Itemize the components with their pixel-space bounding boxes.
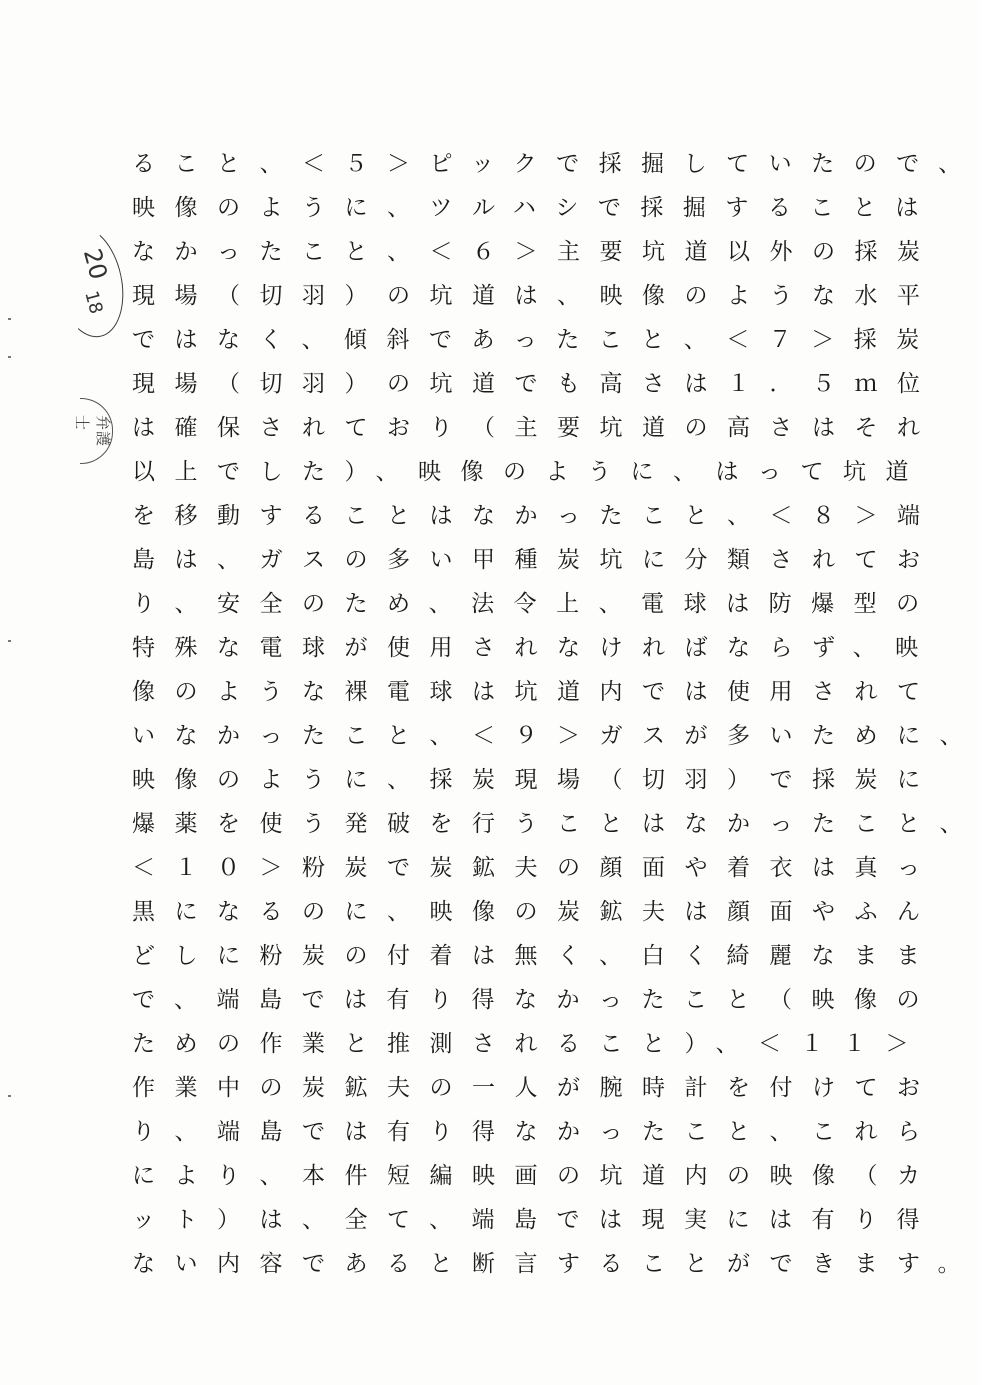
text-line: 黒になるのに、映像の炭鉱夫は顔面やふん xyxy=(132,899,940,925)
text-line: により、本件短編映画の坑道内の映像（カ xyxy=(132,1163,940,1189)
text-line: ＜１０＞粉炭で炭鉱夫の顔面や着衣は真っ xyxy=(132,855,940,881)
margin-tick xyxy=(8,356,11,358)
text-line: ではなく、傾斜であったこと、＜７＞採炭 xyxy=(132,327,939,353)
page-number-stamp xyxy=(45,220,133,343)
margin-tick xyxy=(8,1095,11,1097)
text-line: り、端島では有り得なかったこと、これら xyxy=(132,1119,940,1145)
seal-text: 弁護士 xyxy=(73,415,112,448)
text-line: 現場（切羽）の坑道は、映像のような水平 xyxy=(132,283,940,309)
text-line: で、端島では有り得なかったこと（映像の xyxy=(132,987,940,1013)
text-line: 映像のように、採炭現場（切羽）で採炭に xyxy=(132,767,940,793)
margin-tick xyxy=(8,640,11,642)
text-line: ット）は、全て、端島では現実には有り得 xyxy=(132,1207,940,1233)
text-line: 現場（切羽）の坑道でも高さは１．５ｍ位 xyxy=(132,371,940,397)
text-line: を移動することはなかったこと、＜８＞端 xyxy=(132,503,940,529)
stamp-number-top: 20 xyxy=(77,245,113,283)
stamp-number-bottom: 18 xyxy=(80,288,107,317)
text-line: ない内容であると断言することができます。 xyxy=(132,1251,981,1277)
text-line: 特殊な電球が使用されなければならず、映 xyxy=(132,635,938,661)
text-line: なかったこと、＜６＞主要坑道以外の採炭 xyxy=(132,239,940,265)
text-line: ための作業と推測されること）、＜１１＞ xyxy=(132,1031,928,1057)
text-line: 爆薬を使う発破を行うことはなかったこと、 xyxy=(132,811,982,837)
text-line: どしに粉炭の付着は無く、白く綺麗なまま xyxy=(132,943,940,969)
text-line: は確保されており（主要坑道の高さはそれ xyxy=(132,415,940,441)
text-line: ること、＜５＞ピックで採掘していたので、 xyxy=(132,151,981,177)
text-line: いなかったこと、＜９＞ガスが多いために、 xyxy=(132,723,982,749)
text-line: 映像のように、ツルハシで採掘することは xyxy=(132,195,938,221)
text-line: 像のような裸電球は坑道内では使用されて xyxy=(132,679,940,705)
text-line: 以上でした）、映像のように、はって坑道 xyxy=(132,459,928,485)
text-line: り、安全のため、法令上、電球は防爆型の xyxy=(132,591,939,617)
text-line: 作業中の炭鉱夫の一人が腕時計を付けてお xyxy=(132,1075,940,1101)
margin-tick xyxy=(8,318,11,320)
attorney-seal xyxy=(73,398,113,464)
text-line: 島は、ガスの多い甲種炭坑に分類されてお xyxy=(132,547,940,573)
